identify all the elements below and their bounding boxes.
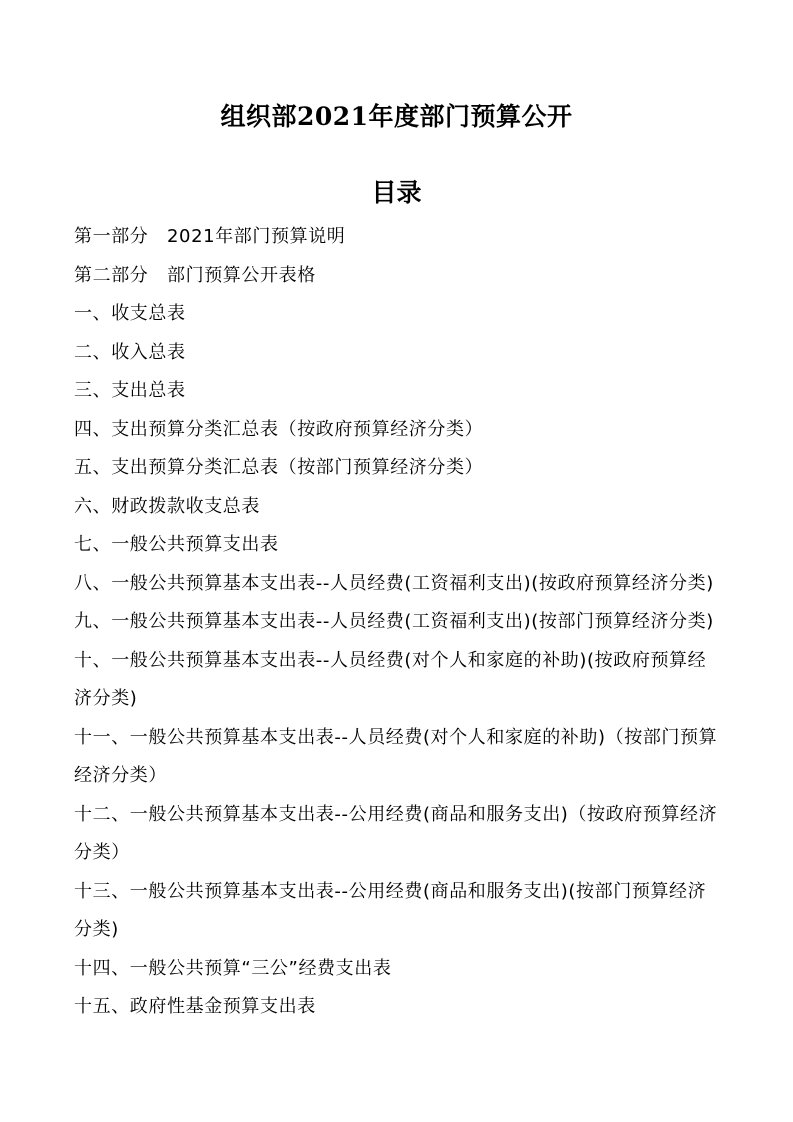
- toc-item-part-2[interactable]: 第二部分 部门预算公开表格: [74, 264, 316, 286]
- toc-item-6[interactable]: 六、财政拨款收支总表: [74, 495, 260, 517]
- toc-item-10[interactable]: 十、一般公共预算基本支出表--人员经费(对个人和家庭的补助)(按政府预算经济分类): [74, 649, 707, 709]
- toc-heading: 目录: [371, 178, 422, 207]
- toc-item-7[interactable]: 七、一般公共预算支出表: [74, 534, 279, 555]
- toc-item-3[interactable]: 三、支出总表: [74, 380, 186, 401]
- toc-item-4[interactable]: 四、支出预算分类汇总表（按政府预算经济分类）: [74, 418, 484, 440]
- toc-item-13[interactable]: 十三、一般公共预算基本支出表--公用经费(商品和服务支出)(按部门预算经济分类): [74, 880, 707, 940]
- toc-item-15[interactable]: 十五、政府性基金预算支出表: [74, 996, 316, 1017]
- toc-item-14[interactable]: 十四、一般公共预算“三公”经费支出表: [74, 957, 392, 979]
- table-of-contents: [74, 218, 724, 1027]
- toc-item-9[interactable]: 九、一般公共预算基本支出表--人员经费(工资福利支出)(按部门预算经济分类): [74, 611, 714, 632]
- toc-item-11[interactable]: 十一、一般公共预算基本支出表--人员经费(对个人和家庭的补助)（按部门预算经济分类）: [74, 726, 718, 786]
- toc-item-5[interactable]: 五、支出预算分类汇总表（按部门预算经济分类）: [74, 457, 484, 478]
- document-title: 组织部2021年度部门预算公开: [220, 102, 573, 131]
- toc-item-12[interactable]: 十二、一般公共预算基本支出表--公用经费(商品和服务支出)（按政府预算经济分类）: [74, 803, 718, 863]
- toc-item-part-1[interactable]: 第一部分 2021年部门预算说明: [74, 226, 346, 247]
- toc-item-8[interactable]: 八、一般公共预算基本支出表--人员经费(工资福利支出)(按政府预算经济分类): [74, 572, 714, 594]
- toc-item-1[interactable]: 一、收支总表: [74, 303, 186, 324]
- toc-item-2[interactable]: 二、收入总表: [74, 341, 186, 363]
